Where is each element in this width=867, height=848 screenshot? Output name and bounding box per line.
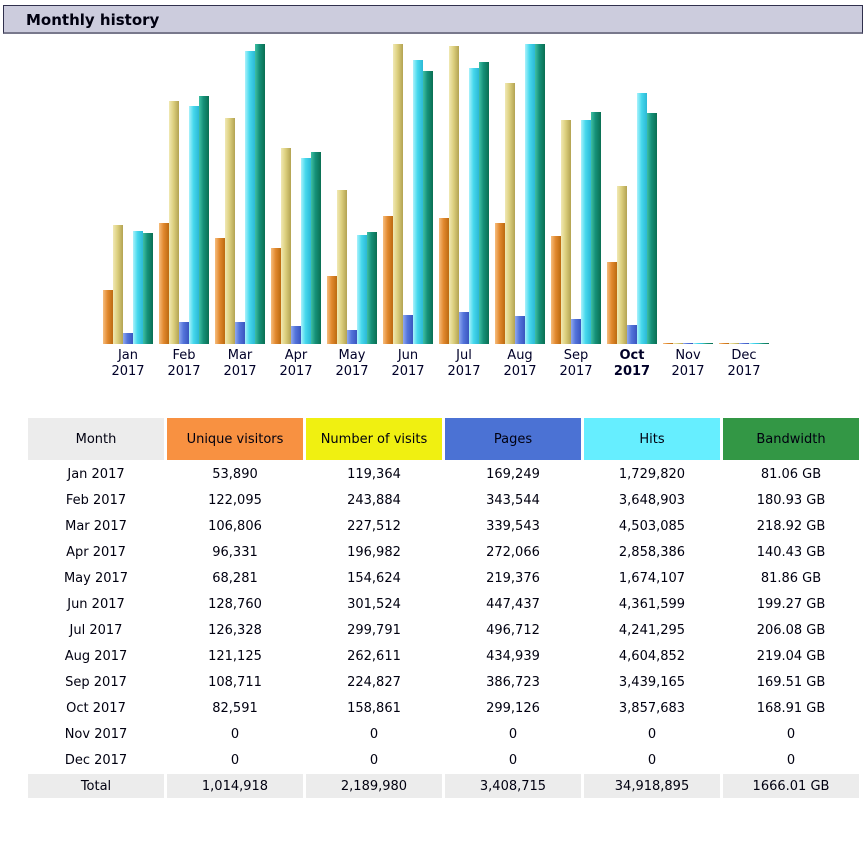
total-value-cell-unique-visitors: 1,014,918 — [167, 774, 303, 798]
column-header-unique-visitors: Unique visitors — [167, 418, 303, 460]
bar-hits — [133, 231, 143, 344]
value-cell-number-of-visits: 243,884 — [347, 492, 401, 508]
bar-unique-visitors — [663, 343, 673, 344]
bar-pages — [235, 322, 245, 344]
bar-number-of-visits — [225, 118, 235, 344]
value-cell-hits: 4,604,852 — [618, 648, 686, 664]
bar-hits — [413, 60, 423, 344]
column-header-pages: Pages — [445, 418, 581, 460]
value-cell-number-of-visits: 0 — [369, 726, 379, 742]
bar-hits — [189, 106, 199, 344]
value-cell-bandwidth: 180.93 GB — [756, 492, 826, 508]
bar-number-of-visits — [673, 343, 683, 344]
table-row-aug-2017 — [28, 644, 859, 668]
value-cell-unique-visitors: 53,890 — [212, 466, 258, 482]
value-cell-unique-visitors: 106,806 — [208, 518, 262, 534]
x-axis-label-nov-2017: Nov 2017 — [671, 348, 705, 379]
total-value-cell-bandwidth: 1666.01 GB — [723, 774, 859, 798]
bar-cluster-jul-2017 — [439, 46, 489, 344]
bar-unique-visitors — [103, 290, 113, 344]
bar-number-of-visits — [561, 120, 571, 344]
month-cell: Apr 2017 — [66, 544, 126, 560]
value-cell-pages: 434,939 — [486, 648, 540, 664]
bar-bandwidth — [311, 152, 321, 344]
bar-pages — [123, 333, 133, 344]
bar-unique-visitors — [271, 248, 281, 344]
column-header-month: Month — [28, 418, 164, 460]
value-cell-pages: 0 — [508, 752, 518, 768]
value-cell-number-of-visits: 301,524 — [347, 596, 401, 612]
value-cell-bandwidth: 199.27 GB — [756, 596, 826, 612]
bar-unique-visitors — [215, 238, 225, 344]
bar-hits — [637, 93, 647, 344]
table-row-nov-2017 — [28, 722, 859, 746]
bar-cluster-oct-2017 — [607, 93, 657, 344]
value-cell-pages: 272,066 — [486, 544, 540, 560]
bar-pages — [403, 315, 413, 344]
value-cell-hits: 4,361,599 — [618, 596, 686, 612]
monthly-history-table — [25, 416, 862, 800]
total-value-cell-hits: 34,918,895 — [584, 774, 720, 798]
value-cell-hits: 0 — [647, 752, 657, 768]
bar-bandwidth — [367, 232, 377, 344]
month-cell: Nov 2017 — [64, 726, 128, 742]
bar-cluster-dec-2017 — [719, 343, 769, 344]
value-cell-number-of-visits: 227,512 — [347, 518, 401, 534]
bar-bandwidth — [199, 96, 209, 344]
bar-pages — [627, 325, 637, 344]
bar-number-of-visits — [449, 46, 459, 344]
total-value-cell-number-of-visits: 2,189,980 — [306, 774, 442, 798]
value-cell-unique-visitors: 126,328 — [208, 622, 262, 638]
value-cell-hits: 4,503,085 — [618, 518, 686, 534]
bar-bandwidth — [535, 44, 545, 344]
value-cell-number-of-visits: 196,982 — [347, 544, 401, 560]
value-cell-hits: 3,648,903 — [618, 492, 686, 508]
value-cell-bandwidth: 219.04 GB — [756, 648, 826, 664]
x-axis-label-apr-2017: Apr 2017 — [279, 348, 313, 379]
value-cell-unique-visitors: 108,711 — [208, 674, 262, 690]
bar-hits — [357, 235, 367, 344]
value-cell-unique-visitors: 128,760 — [208, 596, 262, 612]
bar-pages — [571, 319, 581, 344]
value-cell-number-of-visits: 262,611 — [347, 648, 401, 664]
table-header-row — [28, 418, 859, 460]
bar-number-of-visits — [169, 101, 179, 344]
bar-cluster-sep-2017 — [551, 112, 601, 344]
value-cell-number-of-visits: 154,624 — [347, 570, 401, 586]
bar-cluster-aug-2017 — [495, 44, 545, 344]
column-header-hits: Hits — [584, 418, 720, 460]
bar-bandwidth — [479, 62, 489, 344]
table-row-dec-2017 — [28, 748, 859, 772]
bar-pages — [739, 343, 749, 344]
month-cell: Mar 2017 — [65, 518, 127, 534]
x-axis-label-feb-2017: Feb 2017 — [167, 348, 201, 379]
month-cell: Oct 2017 — [66, 700, 126, 716]
value-cell-unique-visitors: 121,125 — [208, 648, 262, 664]
bar-hits — [693, 343, 703, 344]
monthly-history-chart — [103, 44, 867, 344]
value-cell-number-of-visits: 119,364 — [347, 466, 401, 482]
x-axis-label-dec-2017: Dec 2017 — [727, 348, 761, 379]
bar-unique-visitors — [439, 218, 449, 344]
value-cell-hits: 1,729,820 — [618, 466, 686, 482]
bar-bandwidth — [591, 112, 601, 344]
value-cell-number-of-visits: 0 — [369, 752, 379, 768]
value-cell-unique-visitors: 68,281 — [212, 570, 258, 586]
x-axis-label-may-2017: May 2017 — [335, 348, 369, 379]
value-cell-bandwidth: 81.06 GB — [760, 466, 822, 482]
bar-bandwidth — [759, 343, 769, 344]
bar-hits — [581, 120, 591, 344]
value-cell-bandwidth: 169.51 GB — [756, 674, 826, 690]
value-cell-pages: 447,437 — [486, 596, 540, 612]
value-cell-hits: 3,439,165 — [618, 674, 686, 690]
x-axis-label-oct-2017: Oct 2017 — [613, 348, 651, 379]
bar-unique-visitors — [159, 223, 169, 344]
x-axis — [100, 348, 867, 380]
x-axis-label-aug-2017: Aug 2017 — [503, 348, 537, 379]
value-cell-bandwidth: 81.86 GB — [760, 570, 822, 586]
month-cell: Aug 2017 — [64, 648, 128, 664]
month-cell: Feb 2017 — [65, 492, 127, 508]
table-row-jan-2017 — [28, 462, 859, 486]
bar-pages — [515, 316, 525, 344]
bar-cluster-nov-2017 — [663, 343, 713, 344]
month-cell: Jul 2017 — [69, 622, 123, 638]
bar-hits — [749, 343, 759, 344]
bar-pages — [179, 322, 189, 344]
table-row-total — [28, 774, 859, 798]
bar-bandwidth — [143, 233, 153, 344]
table-row-mar-2017 — [28, 514, 859, 538]
x-axis-label-jun-2017: Jun 2017 — [391, 348, 425, 379]
value-cell-bandwidth: 168.91 GB — [756, 700, 826, 716]
x-axis-label-sep-2017: Sep 2017 — [559, 348, 593, 379]
bar-cluster-may-2017 — [327, 190, 377, 344]
table-row-may-2017 — [28, 566, 859, 590]
bar-unique-visitors — [719, 343, 729, 344]
page-title: Monthly history — [26, 11, 160, 29]
table-row-oct-2017 — [28, 696, 859, 720]
month-cell: Jun 2017 — [67, 596, 125, 612]
value-cell-pages: 386,723 — [486, 674, 540, 690]
bar-number-of-visits — [505, 83, 515, 344]
bar-bandwidth — [647, 113, 657, 344]
total-value-cell-pages: 3,408,715 — [445, 774, 581, 798]
bar-unique-visitors — [383, 216, 393, 344]
value-cell-pages: 299,126 — [486, 700, 540, 716]
value-cell-pages: 0 — [508, 726, 518, 742]
value-cell-bandwidth: 0 — [786, 726, 796, 742]
value-cell-unique-visitors: 0 — [230, 752, 240, 768]
bar-pages — [291, 326, 301, 344]
bar-number-of-visits — [729, 343, 739, 344]
value-cell-hits: 0 — [647, 726, 657, 742]
value-cell-bandwidth: 206.08 GB — [756, 622, 826, 638]
bar-unique-visitors — [607, 262, 617, 344]
value-cell-pages: 169,249 — [486, 466, 540, 482]
bar-bandwidth — [423, 71, 433, 344]
bar-bandwidth — [703, 343, 713, 344]
table-row-sep-2017 — [28, 670, 859, 694]
bar-cluster-mar-2017 — [215, 44, 265, 344]
table-row-feb-2017 — [28, 488, 859, 512]
bar-pages — [347, 330, 357, 344]
section-title-bar — [3, 5, 863, 34]
month-cell: Dec 2017 — [64, 752, 128, 768]
bar-unique-visitors — [327, 276, 337, 344]
bar-hits — [525, 44, 535, 344]
table-row-jun-2017 — [28, 592, 859, 616]
value-cell-hits: 1,674,107 — [618, 570, 686, 586]
value-cell-number-of-visits: 224,827 — [347, 674, 401, 690]
bar-cluster-jun-2017 — [383, 44, 433, 344]
column-header-bandwidth: Bandwidth — [723, 418, 859, 460]
value-cell-pages: 343,544 — [486, 492, 540, 508]
bar-number-of-visits — [337, 190, 347, 344]
bar-hits — [301, 158, 311, 344]
x-axis-label-jan-2017: Jan 2017 — [111, 348, 145, 379]
month-cell: Jan 2017 — [67, 466, 125, 482]
month-cell: Sep 2017 — [65, 674, 127, 690]
value-cell-bandwidth: 0 — [786, 752, 796, 768]
table-row-jul-2017 — [28, 618, 859, 642]
bar-unique-visitors — [495, 223, 505, 344]
bar-pages — [683, 343, 693, 344]
value-cell-unique-visitors: 82,591 — [212, 700, 258, 716]
bar-hits — [469, 68, 479, 344]
bar-number-of-visits — [113, 225, 123, 344]
bar-hits — [245, 51, 255, 344]
x-axis-label-mar-2017: Mar 2017 — [223, 348, 257, 379]
value-cell-pages: 219,376 — [486, 570, 540, 586]
value-cell-unique-visitors: 0 — [230, 726, 240, 742]
value-cell-hits: 2,858,386 — [618, 544, 686, 560]
bar-cluster-jan-2017 — [103, 225, 153, 344]
value-cell-unique-visitors: 96,331 — [212, 544, 258, 560]
bar-unique-visitors — [551, 236, 561, 344]
column-header-number-of-visits: Number of visits — [306, 418, 442, 460]
bar-cluster-apr-2017 — [271, 148, 321, 344]
bar-bandwidth — [255, 44, 265, 344]
value-cell-number-of-visits: 158,861 — [347, 700, 401, 716]
value-cell-number-of-visits: 299,791 — [347, 622, 401, 638]
value-cell-pages: 339,543 — [486, 518, 540, 534]
value-cell-hits: 4,241,295 — [618, 622, 686, 638]
value-cell-pages: 496,712 — [486, 622, 540, 638]
bar-number-of-visits — [281, 148, 291, 344]
month-cell: May 2017 — [63, 570, 129, 586]
value-cell-bandwidth: 140.43 GB — [756, 544, 826, 560]
bar-number-of-visits — [617, 186, 627, 344]
total-label-cell: Total — [28, 774, 164, 798]
bar-number-of-visits — [393, 44, 403, 344]
value-cell-bandwidth: 218.92 GB — [756, 518, 826, 534]
bar-pages — [459, 312, 469, 344]
table-row-apr-2017 — [28, 540, 859, 564]
bar-cluster-feb-2017 — [159, 96, 209, 344]
x-axis-label-jul-2017: Jul 2017 — [447, 348, 481, 379]
value-cell-hits: 3,857,683 — [618, 700, 686, 716]
value-cell-unique-visitors: 122,095 — [208, 492, 262, 508]
